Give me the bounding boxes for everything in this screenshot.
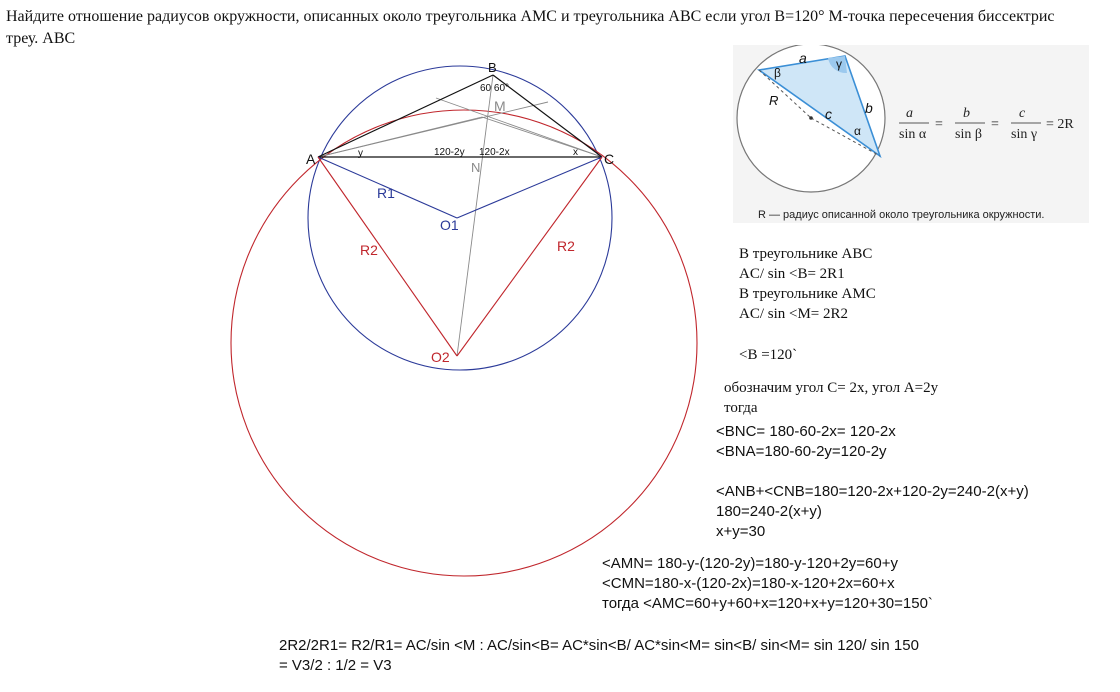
label-r2-left: R2 bbox=[360, 242, 378, 258]
reference-center bbox=[809, 116, 813, 120]
formula-eq-1: = bbox=[935, 117, 943, 132]
law-of-sines-reference bbox=[733, 45, 1089, 223]
solution-block-5 bbox=[602, 554, 933, 614]
triangle-abc bbox=[318, 75, 602, 157]
label-point-m: M bbox=[494, 98, 506, 114]
solution-line: AC/ sin <M= 2R2 bbox=[739, 306, 849, 322]
circumcircle-amc bbox=[231, 110, 697, 576]
solution-line: <CMN=180-x-(120-2x)=180-x-120+2x=60+x bbox=[602, 575, 895, 592]
label-angle-anb: 120-2y bbox=[434, 147, 465, 158]
side-bc bbox=[493, 75, 602, 157]
solution-line: тогда bbox=[724, 400, 758, 416]
solution-line: <AMN= 180-y-(120-2y)=180-y-120+2y=60+y bbox=[602, 555, 899, 572]
label-point-b: B bbox=[488, 60, 497, 75]
solution-line: 2R2/2R1= R2/R1= AC/sin <M : AC/sin<B= AC*sin<B/ AC*sin<M= sin<B/ sin<M= sin 120/ sin 150 bbox=[279, 637, 919, 654]
label-angle-b: 60 60° bbox=[480, 83, 510, 94]
formula-denominator-sin-a: sin α bbox=[899, 127, 927, 142]
solution-line: = V3/2 : 1/2 = V3 bbox=[279, 657, 392, 674]
solution-line: В треугольнике ABC bbox=[739, 246, 873, 262]
label-point-c: C bbox=[604, 151, 615, 167]
problem-statement: Найдите отношение радиусов окружности, описанных около треугольника AMC и треугольника ABC если угол B=120° M-точка пересечения биссектрис треу. ABC bbox=[6, 8, 1055, 47]
solution-line: x+y=30 bbox=[716, 523, 766, 540]
reference-label-a: a bbox=[799, 50, 807, 66]
label-point-a: A bbox=[306, 151, 316, 167]
formula-eq-2: = bbox=[991, 117, 999, 132]
solution-line: <BNC= 180-60-2x= 120-2x bbox=[716, 423, 896, 440]
solution-line: <ANB+<CNB=180=120-2x+120-2y=240-2(x+y) bbox=[716, 483, 1029, 500]
solution-final bbox=[279, 636, 919, 676]
solution-line: AC/ sin <B= 2R1 bbox=[739, 266, 845, 282]
label-r1: R1 bbox=[377, 185, 395, 201]
solution-block-1 bbox=[739, 244, 876, 324]
solution-line: тогда <AMC=60+y+60+x=120+x+y=120+30=150` bbox=[602, 595, 933, 612]
reference-label-alpha: α bbox=[854, 124, 861, 138]
solution-block-4 bbox=[716, 482, 1029, 542]
label-x-mark: x bbox=[573, 147, 578, 158]
radii-r1 bbox=[318, 157, 602, 218]
reference-label-gamma: γ bbox=[836, 57, 842, 71]
formula-denominator-sin-b: sin β bbox=[955, 127, 982, 142]
solution-line: обозначим угол C= 2x, угол A=2y bbox=[724, 380, 939, 396]
reference-caption: R — радиус описанной около треугольника окружности. bbox=[758, 209, 1045, 221]
formula-rhs: = 2R bbox=[1046, 117, 1074, 132]
solution-line: В треугольнике AMC bbox=[739, 286, 876, 302]
label-angle-cnb: 120-2x bbox=[479, 147, 510, 158]
formula-numerator-c: c bbox=[1019, 106, 1026, 121]
label-y-mark: y bbox=[358, 148, 363, 159]
circumcircle-abc bbox=[308, 66, 615, 370]
solution-line: <BNA=180-60-2y=120-2y bbox=[716, 443, 887, 460]
solution-block-3 bbox=[716, 422, 896, 462]
reference-label-c: c bbox=[825, 106, 832, 122]
reference-label-beta: β bbox=[774, 66, 781, 80]
reference-label-b: b bbox=[865, 100, 873, 116]
formula-numerator-a: a bbox=[906, 106, 913, 121]
solution-line: 180=240-2(x+y) bbox=[716, 503, 822, 520]
reference-label-r: R bbox=[769, 93, 779, 108]
solution-block-2 bbox=[724, 378, 938, 418]
label-point-n: N bbox=[471, 160, 481, 175]
side-ab bbox=[318, 75, 493, 157]
label-point-o1: O1 bbox=[440, 217, 459, 233]
solution-angle-b: <B =120` bbox=[739, 347, 798, 363]
formula-numerator-b: b bbox=[963, 106, 970, 121]
label-r2-right: R2 bbox=[557, 238, 575, 254]
label-point-o2: O2 bbox=[431, 349, 450, 365]
formula-denominator-sin-c: sin γ bbox=[1011, 127, 1038, 142]
